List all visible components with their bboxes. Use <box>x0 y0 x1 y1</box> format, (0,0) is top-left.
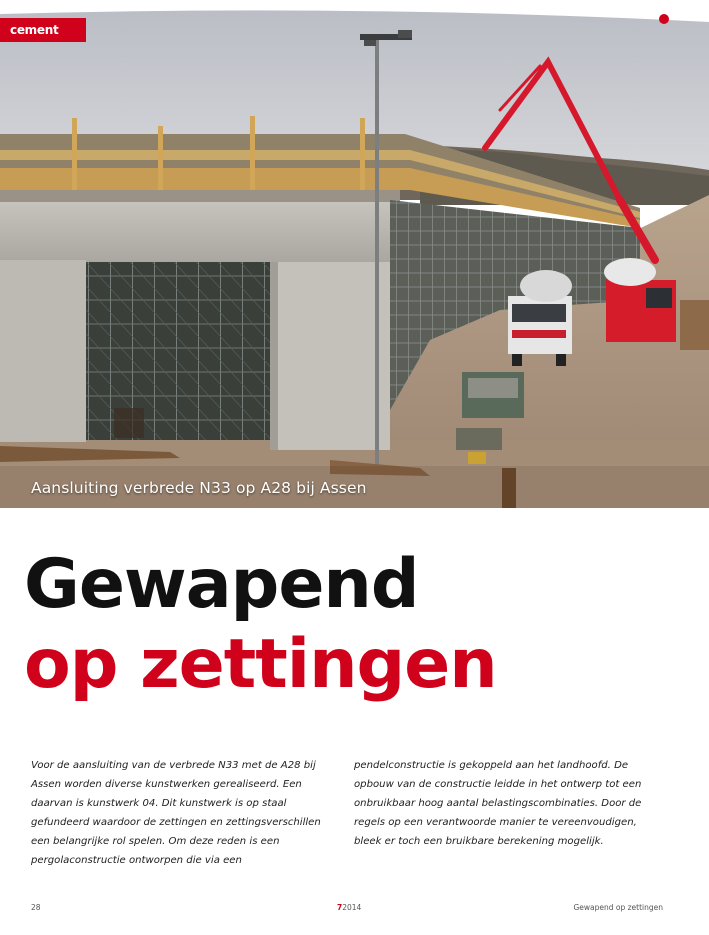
red-dot-icon <box>659 14 669 24</box>
article-headline <box>24 545 497 705</box>
running-title: Gewapend op zettingen <box>573 903 663 912</box>
headline-line-1: Gewapend <box>24 545 419 624</box>
page-number: 28 <box>31 903 41 912</box>
photo-caption: Aansluiting verbrede N33 op A28 bij Assen <box>31 479 367 497</box>
intro-column-1: Voor de aansluiting van de verbrede N33 met de A28 bij Assen worden diverse kunstwerken gerealiseerd. Een daarvan is kunstwerk 04. Dit kunstwerk is op staal gefundeerd waardoor de zettingen en zettingsverschillen een belangrijke rol spelen. Om deze reden is een pergolaconstructie ontworpen die via een <box>31 760 321 866</box>
issue-label <box>337 903 361 912</box>
headline-line-2: op zettingen <box>24 625 497 704</box>
issue-year: 2014 <box>342 903 362 912</box>
intro-column-2: pendelconstructie is gekoppeld aan het landhoofd. De opbouw van de constructie leidde in het ontwerp tot een onbruikbaar hoog aantal belastingscombinaties. Door de regels op een verantwoorde manier te vereenvoudigen, bleek er toch een bruikbare berekening mogelijk. <box>354 760 642 847</box>
magazine-logo: cement <box>0 18 86 42</box>
issue-number: 7 <box>337 903 343 912</box>
